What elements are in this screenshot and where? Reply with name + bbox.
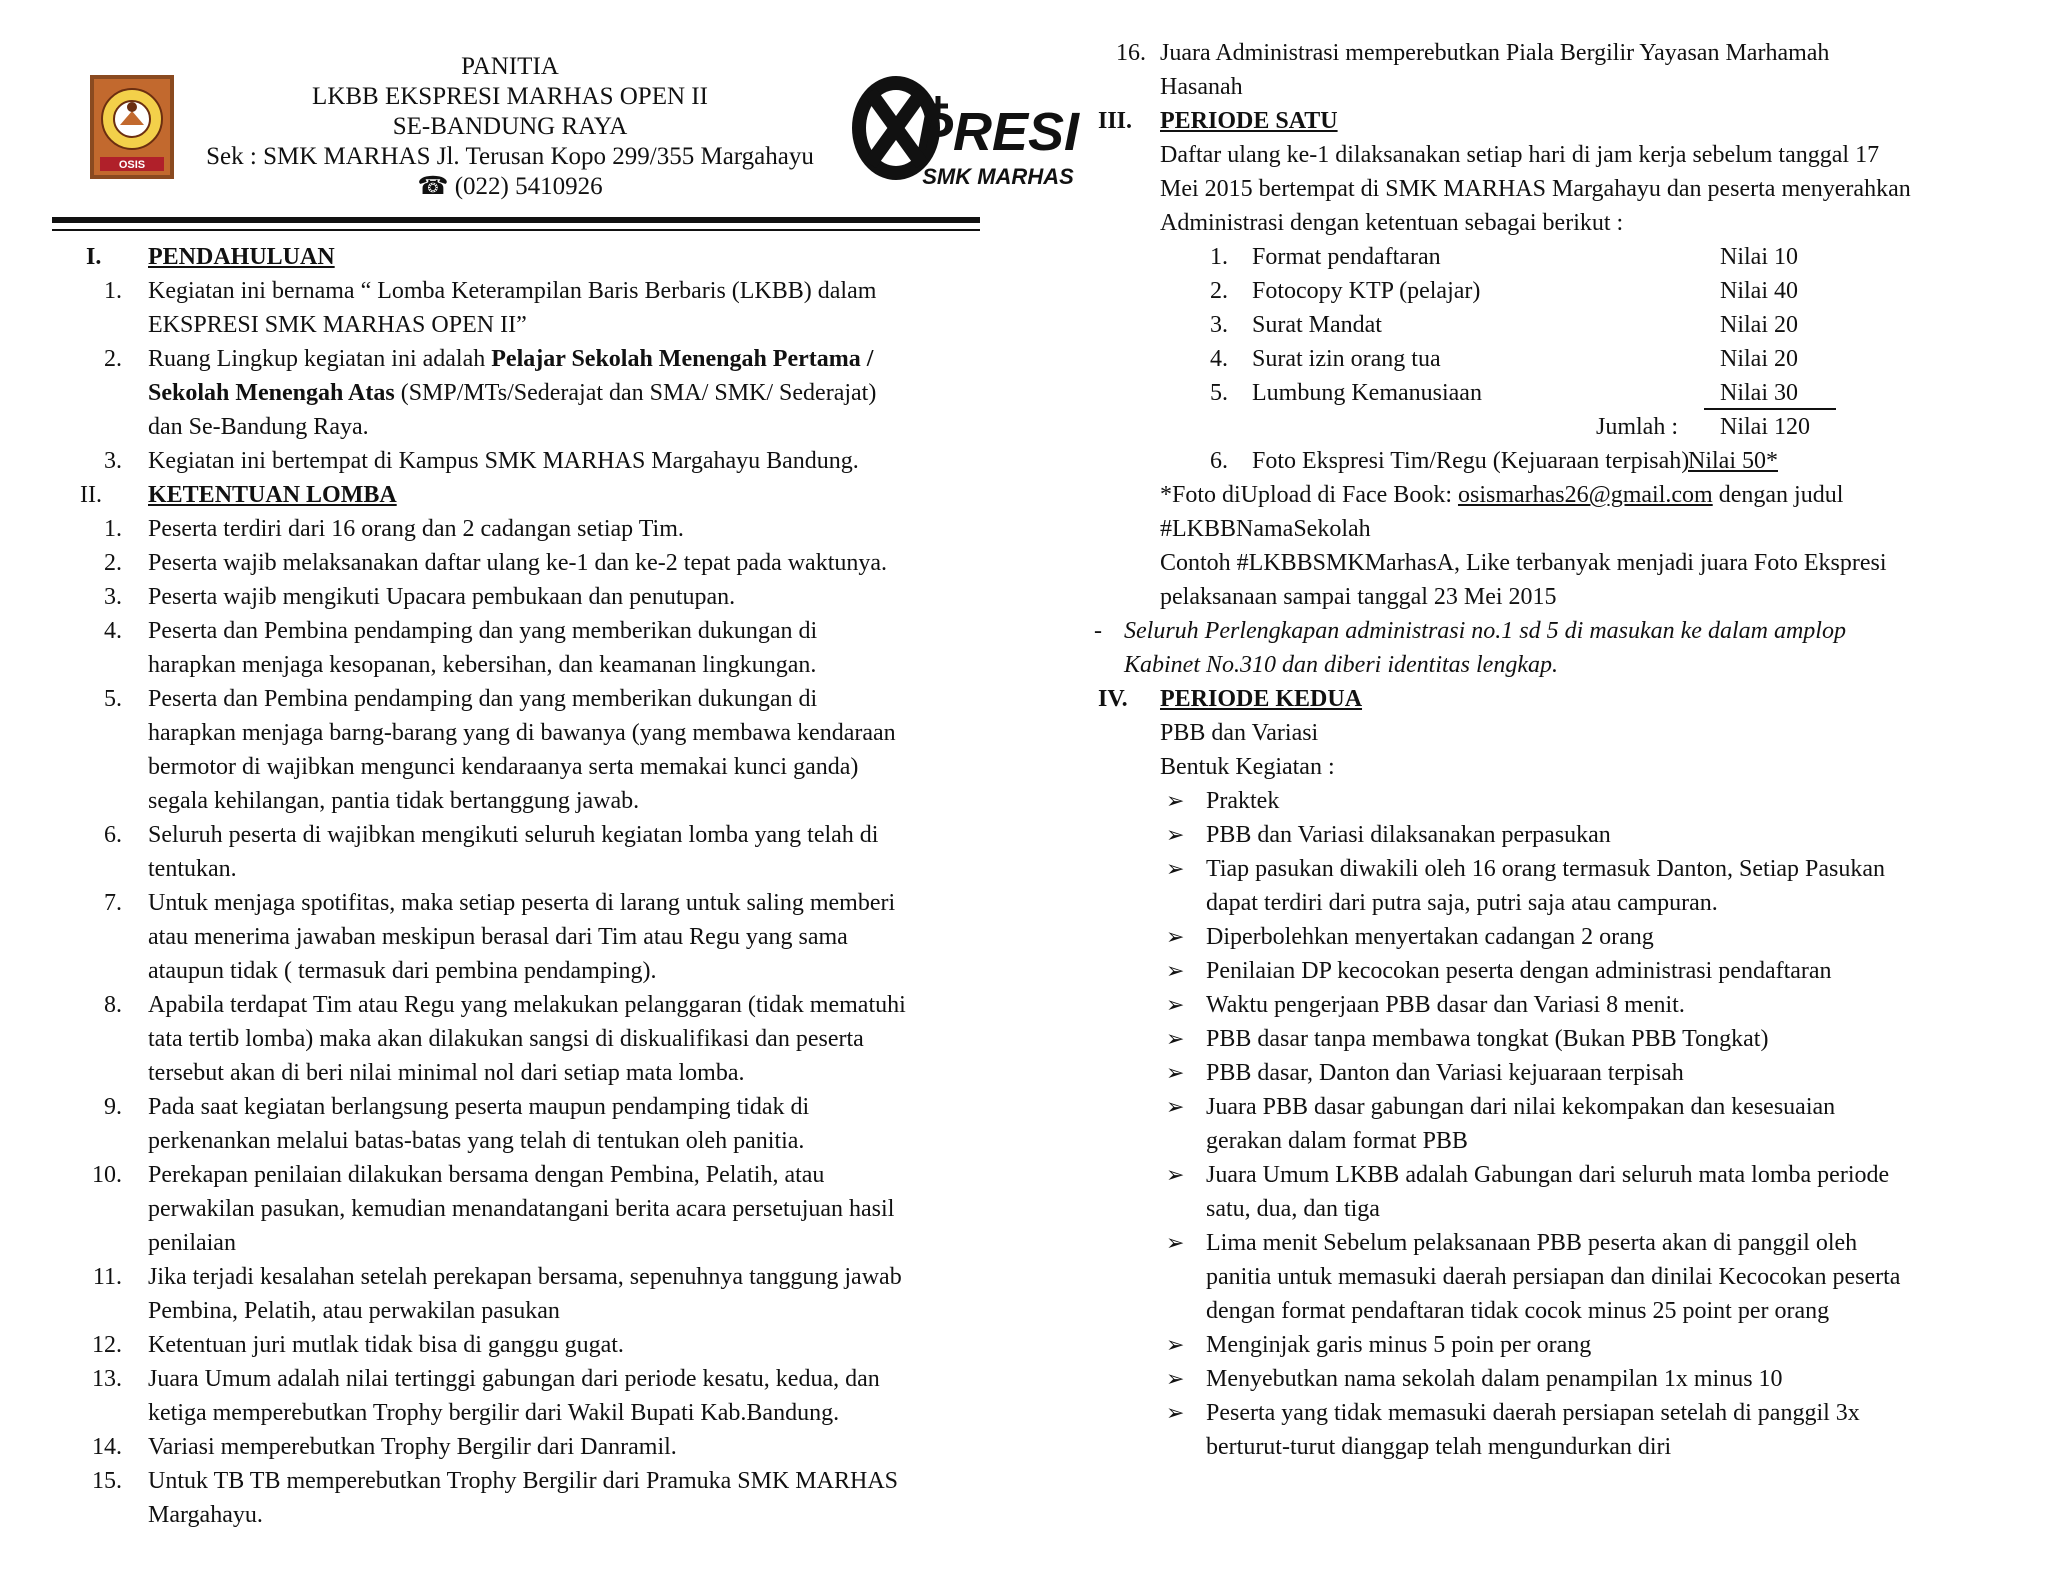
item-text: tersebut akan di beri nilai minimal nol dari setiap mata lomba. (148, 1060, 745, 1086)
item-text: Peserta wajib melaksanakan daftar ulang ke-1 dan ke-2 tepat pada waktunya. (148, 550, 888, 576)
item-text: Juara Umum adalah nilai tertinggi gabungan dari periode kesatu, kedua, dan (148, 1366, 880, 1392)
header-phone-row (180, 172, 840, 202)
item-text: Peserta dan Pembina pendamping dan yang memberikan dukungan di (148, 686, 818, 712)
total-value: Nilai 120 (1720, 414, 1810, 440)
score-value: Nilai 30 (1720, 380, 1798, 406)
paragraph-text: Daftar ulang ke-1 dilaksanakan setiap hari di jam kerja sebelum tanggal 17 (1160, 142, 1880, 168)
paragraph-line (1100, 206, 2030, 240)
item-text: Kegiatan ini bertempat di Kampus SMK MARHAS Margahayu Bandung. (148, 448, 859, 474)
item-text: Margahayu. (148, 1502, 263, 1528)
list-item (60, 546, 1000, 580)
paragraph-line (1100, 172, 2030, 206)
note-prefix: *Foto diUpload di Face Book: (1160, 482, 1458, 508)
header-committee: PANITIA (461, 53, 559, 80)
arrow-bullet-icon: ➢ (1166, 1094, 1185, 1119)
left-column (60, 240, 1000, 1532)
list-item (60, 682, 1000, 716)
item-text: EKSPRESI SMK MARHAS OPEN II” (148, 312, 527, 338)
note-text: Contoh #LKBBSMKMarhasA, Like terbanyak menjadi juara Foto Ekspresi (1160, 550, 1887, 576)
svg-text:SMK MARHAS: SMK MARHAS (922, 164, 1074, 189)
note-line (1100, 512, 2030, 546)
bullet-text: Waktu pengerjaan PBB dasar dan Variasi 8 menit. (1206, 992, 1685, 1018)
item-text: perwakilan pasukan, kemudian menandatangani berita acara persetujuan hasil (148, 1196, 895, 1222)
list-item-cont (60, 1022, 1000, 1056)
bullet-text: PBB dan Variasi dilaksanakan perpasukan (1206, 822, 1611, 848)
svg-text:OSIS: OSIS (118, 159, 146, 171)
paragraph-text: Administrasi dengan ketentuan sebagai berikut : (1160, 210, 1624, 236)
list-item (60, 1328, 1000, 1362)
bullet-text: Menginjak garis minus 5 poin per orang (1206, 1332, 1592, 1358)
list-item (60, 580, 1000, 614)
bullet-item (1100, 818, 2030, 852)
score-value: Nilai 50* (1688, 448, 1778, 474)
note-line (1100, 580, 2030, 614)
italic-note (1094, 614, 2030, 648)
item-text: harapkan menjaga barng-barang yang di bawanya (yang membawa kendaraan (148, 720, 896, 746)
xpresi-logo (848, 72, 1080, 202)
score-label: Surat Mandat (1252, 312, 1382, 338)
item-text: bermotor di wajibkan mengunci kendaraanya serta memakai kunci ganda) (148, 754, 859, 780)
letterhead (180, 52, 840, 202)
bullet-text: Menyebutkan nama sekolah dalam penampilan 1x minus 10 (1206, 1366, 1783, 1392)
section-number: I. (86, 244, 102, 270)
note-line (1100, 546, 2030, 580)
total-label: Jumlah : (1596, 414, 1678, 440)
subheading-text: Bentuk Kegiatan : (1160, 754, 1335, 780)
bullet-text: panitia untuk memasuki daerah persiapan dan dinilai Kecocokan peserta (1206, 1264, 1901, 1290)
section-title: PERIODE SATU (1160, 108, 1338, 134)
arrow-bullet-icon: ➢ (1166, 822, 1185, 847)
score-row (1100, 274, 2030, 308)
item-number: 1. (1210, 244, 1228, 270)
bullet-item (1100, 920, 2030, 954)
bullet-item (1100, 1158, 2030, 1192)
bullet-text: PBB dasar tanpa membawa tongkat (Bukan PBB Tongkat) (1206, 1026, 1769, 1052)
bullet-text: gerakan dalam format PBB (1206, 1128, 1468, 1154)
section-title: PENDAHULUAN (148, 244, 335, 270)
item-number: 13. (92, 1366, 122, 1392)
section-number: III. (1098, 108, 1133, 134)
bullet-item-cont (1100, 1430, 2030, 1464)
bullet-item (1100, 954, 2030, 988)
item-text: Perekapan penilaian dilakukan bersama dengan Pembina, Pelatih, atau (148, 1162, 825, 1188)
item-text: ketiga memperebutkan Trophy bergilir dari Wakil Bupati Kab.Bandung. (148, 1400, 840, 1426)
item-text-plain: Ruang Lingkup kegiatan ini adalah (148, 346, 492, 372)
item-number: 10. (92, 1162, 122, 1188)
right-column (1094, 36, 2030, 1464)
section-title: KETENTUAN LOMBA (148, 482, 397, 508)
header-region: SE-BANDUNG RAYA (392, 113, 628, 140)
list-item (60, 1090, 1000, 1124)
list-item-cont (60, 1192, 1000, 1226)
item-text: Pada saat kegiatan berlangsung peserta maupun pendamping tidak di (148, 1094, 810, 1120)
list-item-cont (1100, 70, 2030, 104)
list-item-cont (60, 410, 1000, 444)
list-item (60, 512, 1000, 546)
bullet-item (1100, 1056, 2030, 1090)
arrow-bullet-icon: ➢ (1166, 788, 1185, 813)
bullet-text: Penilaian DP kecocokan peserta dengan administrasi pendaftaran (1206, 958, 1832, 984)
item-text: Pembina, Pelatih, atau perwakilan pasukan (148, 1298, 560, 1324)
subheading-text: PBB dan Variasi (1160, 720, 1319, 746)
score-row (1100, 342, 2030, 376)
item-number: 6. (1210, 448, 1228, 474)
section-heading (1100, 104, 2030, 138)
header-rule-thick (52, 217, 980, 223)
bullet-item (1100, 1022, 2030, 1056)
item-number: 4. (104, 618, 122, 644)
list-item-cont (60, 852, 1000, 886)
list-item-cont (60, 308, 1000, 342)
item-text (148, 376, 876, 410)
list-item (60, 818, 1000, 852)
note-text (1160, 478, 1843, 512)
list-item (60, 988, 1000, 1022)
score-row (1100, 308, 2030, 342)
bullet-text: dapat terdiri dari putra saja, putri saja atau campuran. (1206, 890, 1718, 916)
bullet-text: dengan format pendaftaran tidak cocok minus 25 point per orang (1206, 1298, 1830, 1324)
bullet-text: Diperbolehkan menyertakan cadangan 2 orang (1206, 924, 1654, 950)
bullet-item (1100, 1362, 2030, 1396)
bullet-item (1100, 1396, 2030, 1430)
bullet-text: Tiap pasukan diwakili oleh 16 orang termasuk Danton, Setiap Pasukan (1206, 856, 1886, 882)
item-text: Ketentuan juri mutlak tidak bisa di ganggu gugat. (148, 1332, 624, 1358)
item-number: 5. (1210, 380, 1228, 406)
list-item-cont (60, 784, 1000, 818)
bullet-item (1100, 852, 2030, 886)
score-row (1100, 240, 2030, 274)
item-text-bold: Sekolah Menengah Atas (148, 380, 395, 406)
item-number: 3. (1210, 312, 1228, 338)
bullet-text: satu, dua, dan tiga (1206, 1196, 1380, 1222)
arrow-bullet-icon: ➢ (1166, 1230, 1185, 1255)
item-text: Untuk menjaga spotifitas, maka setiap peserta di larang untuk saling memberi (148, 890, 896, 916)
list-item (60, 444, 1000, 478)
list-item (1100, 36, 2030, 70)
list-item-cont (60, 1396, 1000, 1430)
bullet-text: PBB dasar, Danton dan Variasi kejuaraan terpisah (1206, 1060, 1684, 1086)
note-line (1100, 478, 2030, 512)
paragraph-line (1100, 138, 2030, 172)
item-text: Variasi memperebutkan Trophy Bergilir dari Danramil. (148, 1434, 677, 1460)
subheading (1100, 750, 2030, 784)
score-row (1100, 376, 2030, 410)
item-text (148, 342, 873, 376)
item-text-bold: Pelajar Sekolah Menengah Pertama / (491, 346, 874, 372)
bullet-item-cont (1100, 886, 2030, 920)
bullet-text: berturut-turut dianggap telah mengundurkan diri (1206, 1434, 1672, 1460)
item-number: 8. (104, 992, 122, 1018)
item-text: Juara Administrasi memperebutkan Piala Bergilir Yayasan Marhamah (1160, 40, 1830, 66)
score-label: Format pendaftaran (1252, 244, 1441, 270)
item-number: 5. (104, 686, 122, 712)
italic-text: Seluruh Perlengkapan administrasi no.1 sd 5 di masukan ke dalam amplop (1124, 618, 1846, 644)
list-item (60, 1158, 1000, 1192)
note-text: #LKBBNamaSekolah (1160, 516, 1371, 542)
item-number: 15. (92, 1468, 122, 1494)
bullet-item (1100, 988, 2030, 1022)
item-number: 7. (104, 890, 122, 916)
header-event: LKBB EKSPRESI MARHAS OPEN II (312, 83, 708, 110)
item-number: 16. (1116, 40, 1146, 66)
note-text: pelaksanaan sampai tanggal 23 Mei 2015 (1160, 584, 1557, 610)
list-item-cont (60, 1124, 1000, 1158)
item-text: tentukan. (148, 856, 237, 882)
list-item (60, 1260, 1000, 1294)
item-number: 4. (1210, 346, 1228, 372)
score-label: Lumbung Kemanusiaan (1252, 380, 1482, 406)
item-text: perkenankan melalui batas-batas yang telah di tentukan oleh panitia. (148, 1128, 805, 1154)
arrow-bullet-icon: ➢ (1166, 958, 1185, 983)
bullet-item-cont (1100, 1124, 2030, 1158)
header-address: Sek : SMK MARHAS Jl. Terusan Kopo 299/355 Margahayu (206, 143, 814, 170)
list-item-cont (60, 648, 1000, 682)
email-link[interactable]: osismarhas26@gmail.com (1457, 482, 1713, 508)
svg-text:PRESI: PRESI (916, 102, 1080, 162)
score-label: Surat izin orang tua (1252, 346, 1441, 372)
bullet-item (1100, 1328, 2030, 1362)
section-number: IV. (1098, 686, 1128, 712)
item-text: Peserta terdiri dari 16 orang dan 2 cadangan setiap Tim. (148, 516, 684, 542)
item-number: 3. (104, 448, 122, 474)
bullet-item (1100, 784, 2030, 818)
score-value: Nilai 20 (1720, 346, 1798, 372)
score-value: Nilai 40 (1720, 278, 1798, 304)
item-text: Kegiatan ini bernama “ Lomba Keterampilan Baris Berbaris (LKBB) dalam (148, 278, 877, 304)
bullet-text: Peserta yang tidak memasuki daerah persiapan setelah di panggil 3x (1206, 1400, 1860, 1426)
list-item-cont (60, 920, 1000, 954)
item-text: Jika terjadi kesalahan setelah perekapan bersama, sepenuhnya tanggung jawab (148, 1264, 902, 1290)
list-item-cont (60, 1294, 1000, 1328)
item-text: Peserta dan Pembina pendamping dan yang memberikan dukungan di (148, 618, 818, 644)
list-item (60, 342, 1000, 376)
bullet-text: Praktek (1206, 788, 1280, 814)
section-heading (1100, 682, 2030, 716)
header-phone: (022) 5410926 (454, 173, 603, 200)
item-text: dan Se-Bandung Raya. (148, 414, 369, 440)
score-total-row (1100, 410, 2030, 444)
item-number: 2. (104, 550, 122, 576)
bullet-text: Juara PBB dasar gabungan dari nilai kekompakan dan kesesuaian (1206, 1094, 1836, 1120)
bullet-item (1100, 1090, 2030, 1124)
item-text: segala kehilangan, pantia tidak bertanggung jawab. (148, 788, 640, 814)
arrow-bullet-icon: ➢ (1166, 1026, 1185, 1051)
item-text: Peserta wajib mengikuti Upacara pembukaan dan penutupan. (148, 584, 736, 610)
item-number: 9. (104, 1094, 122, 1120)
section-heading (60, 478, 1000, 512)
score-value: Nilai 20 (1720, 312, 1798, 338)
paragraph-text: Mei 2015 bertempat di SMK MARHAS Margahayu dan peserta menyerahkan (1160, 176, 1911, 202)
italic-text: Kabinet No.310 dan diberi identitas lengkap. (1124, 652, 1558, 678)
item-number: 1. (104, 516, 122, 542)
list-item (60, 1362, 1000, 1396)
section-heading (60, 240, 1000, 274)
item-text: atau menerima jawaban meskipun berasal dari Tim atau Regu yang sama (148, 924, 848, 950)
bullet-item (1100, 1226, 2030, 1260)
bullet-item-cont (1100, 1294, 2030, 1328)
list-item-cont (60, 1226, 1000, 1260)
list-item-cont (60, 376, 1000, 410)
activity-list (1100, 784, 2030, 1464)
subheading (1100, 716, 2030, 750)
item-text: tata tertib lomba) maka akan dilakukan sangsi di diskualifikasi dan peserta (148, 1026, 864, 1052)
score-value: Nilai 10 (1720, 244, 1798, 270)
phone-icon: ☎ (417, 173, 449, 200)
item-text: Seluruh peserta di wajibkan mengikuti seluruh kegiatan lomba yang telah di (148, 822, 879, 848)
score-label: Fotocopy KTP (pelajar) (1252, 278, 1481, 304)
list-item (60, 614, 1000, 648)
arrow-bullet-icon: ➢ (1166, 924, 1185, 949)
item-text: Apabila terdapat Tim atau Regu yang melakukan pelanggaran (tidak mematuhi (148, 992, 906, 1018)
dash-marker: - (1094, 618, 1102, 644)
arrow-bullet-icon: ➢ (1166, 1162, 1185, 1187)
list-item-cont (60, 954, 1000, 988)
arrow-bullet-icon: ➢ (1166, 992, 1185, 1017)
list-item (60, 886, 1000, 920)
item-text: Untuk TB TB memperebutkan Trophy Bergilir dari Pramuka SMK MARHAS (148, 1468, 898, 1494)
list-item (60, 1464, 1000, 1498)
item-text: harapkan menjaga kesopanan, kebersihan, dan keamanan lingkungan. (148, 652, 817, 678)
list-item-cont (60, 750, 1000, 784)
list-item (60, 1430, 1000, 1464)
item-text: ataupun tidak ( termasuk dari pembina pendamping). (148, 958, 657, 984)
osis-logo (90, 75, 174, 179)
header-rule-thin (52, 229, 980, 231)
item-text: penilaian (148, 1230, 236, 1256)
bullet-item-cont (1100, 1260, 2030, 1294)
arrow-bullet-icon: ➢ (1166, 856, 1185, 881)
arrow-bullet-icon: ➢ (1166, 1332, 1185, 1357)
item-text: Hasanah (1160, 74, 1243, 100)
score-label: Foto Ekspresi Tim/Regu (Kejuaraan terpisah) (1252, 448, 1690, 474)
rules-list (60, 512, 1000, 1532)
list-item-cont (60, 1498, 1000, 1532)
score-table (1100, 240, 2030, 478)
item-number: 11. (92, 1264, 122, 1290)
bullet-text: Juara Umum LKBB adalah Gabungan dari seluruh mata lomba periode (1206, 1162, 1890, 1188)
section-title: PERIODE KEDUA (1160, 686, 1363, 712)
item-number: 3. (104, 584, 122, 610)
arrow-bullet-icon: ➢ (1166, 1366, 1185, 1391)
bullet-text: Lima menit Sebelum pelaksanaan PBB peserta akan di panggil oleh (1206, 1230, 1858, 1256)
list-item-cont (60, 1056, 1000, 1090)
italic-note (1100, 648, 2030, 682)
list-item (60, 274, 1000, 308)
note-suffix: dengan judul (1712, 482, 1844, 508)
arrow-bullet-icon: ➢ (1166, 1400, 1185, 1425)
item-number: 14. (92, 1434, 122, 1460)
item-text-plain: (SMP/MTs/Sederajat dan SMA/ SMK/ Sederajat) (394, 380, 877, 406)
score-row (1100, 444, 2030, 478)
arrow-bullet-icon: ➢ (1166, 1060, 1185, 1085)
item-number: 6. (104, 822, 122, 848)
item-number: 12. (92, 1332, 122, 1358)
item-number: 2. (104, 346, 122, 372)
item-number: 1. (104, 278, 122, 304)
section-number: II. (80, 482, 102, 508)
list-item-cont (60, 716, 1000, 750)
item-number: 2. (1210, 278, 1228, 304)
bullet-item-cont (1100, 1192, 2030, 1226)
